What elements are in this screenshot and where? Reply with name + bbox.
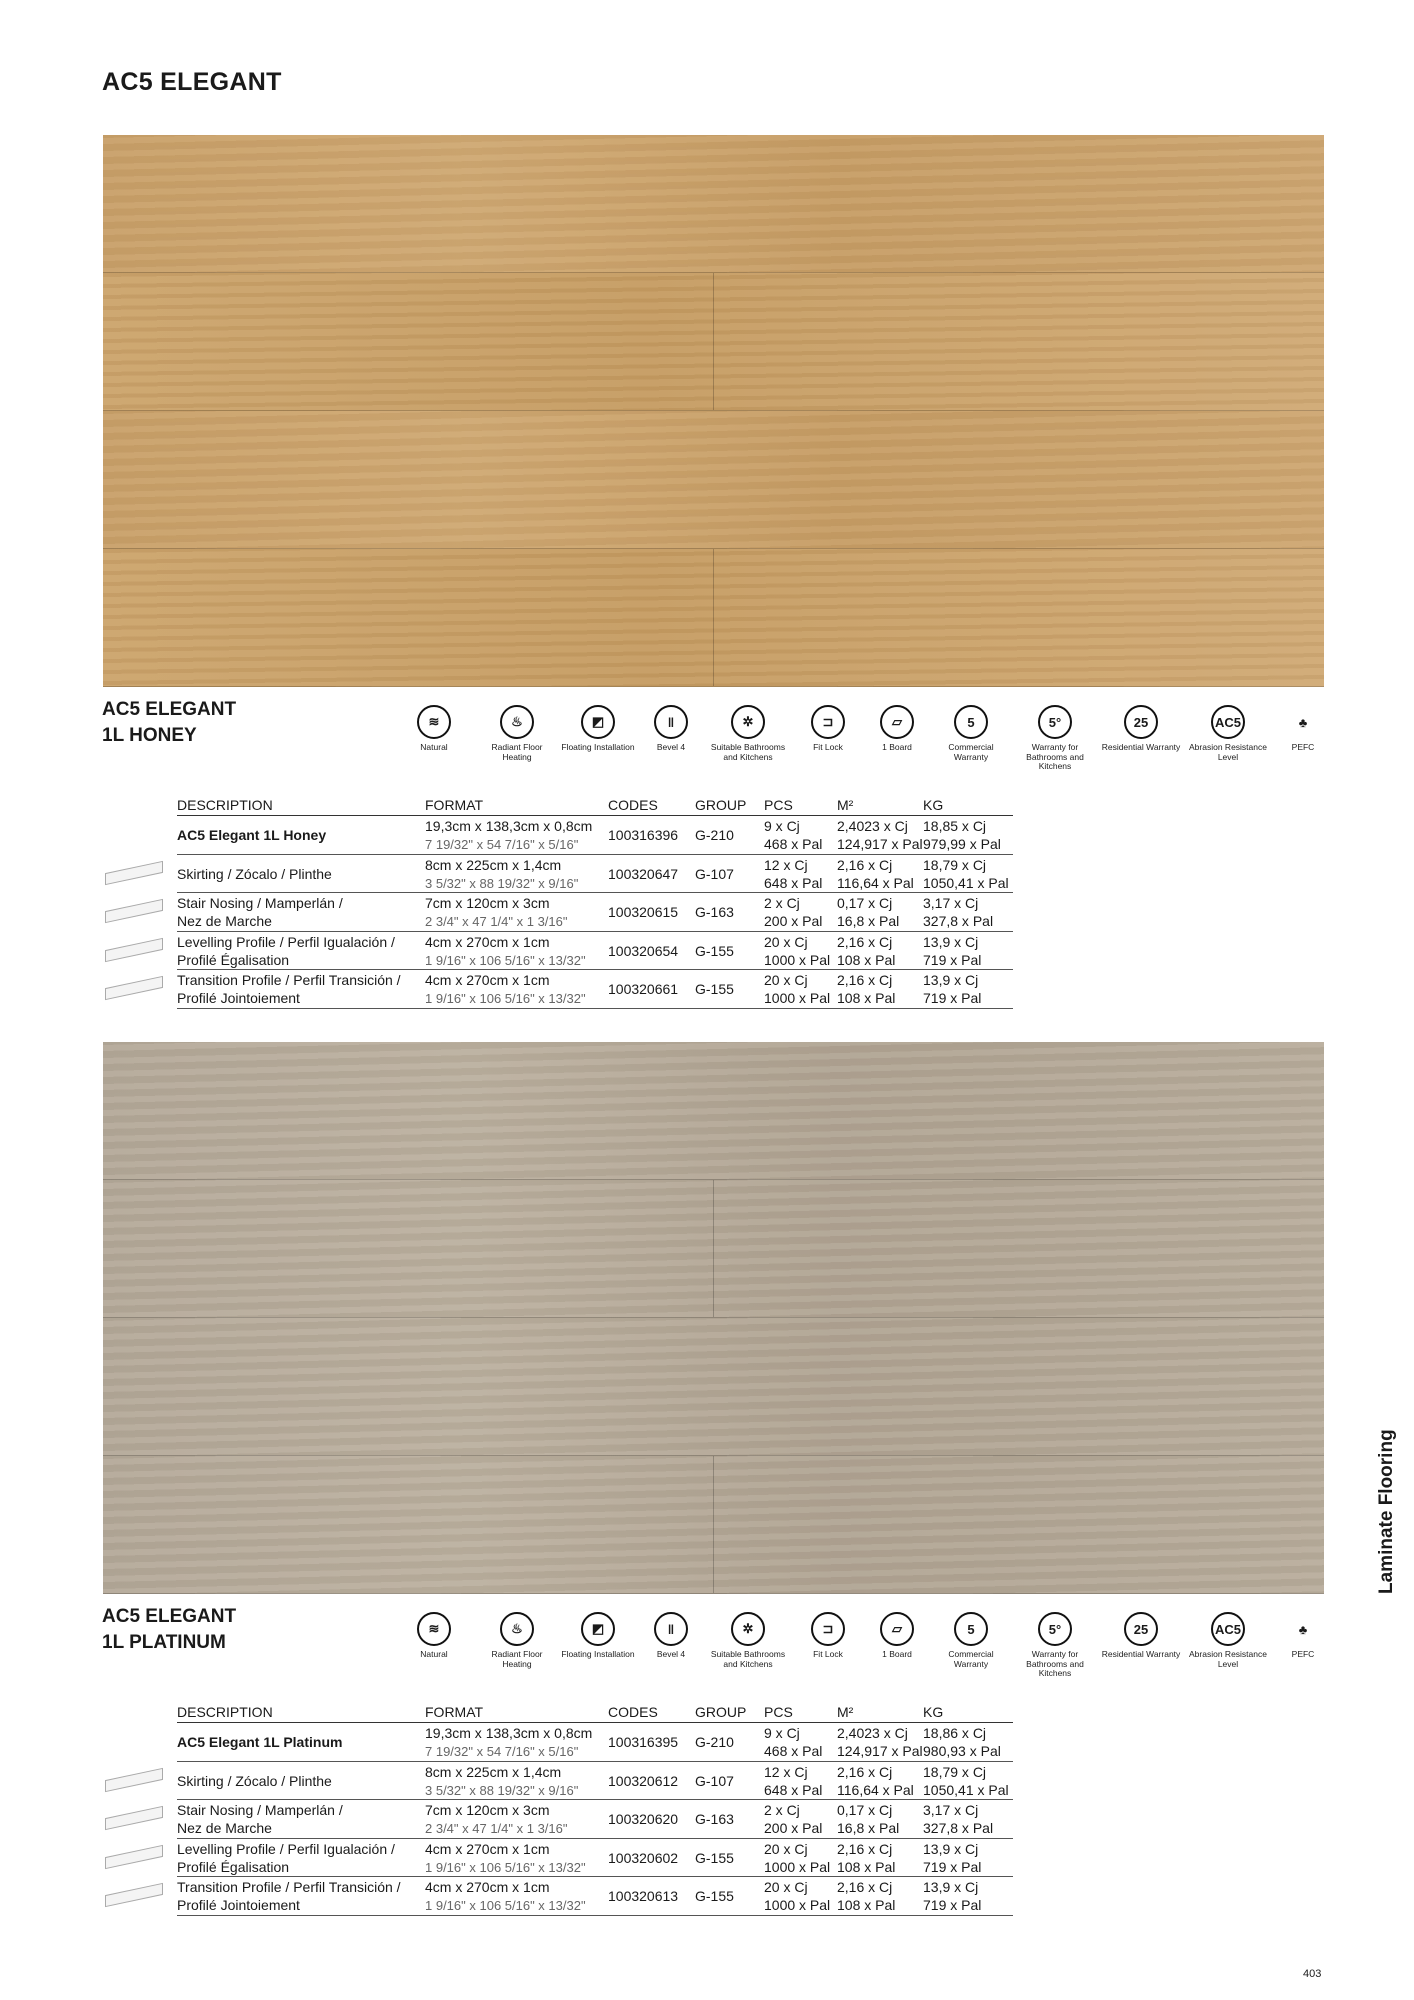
column-header-m2: M² (837, 797, 854, 813)
m2-per-pallet: 16,8 x Pal (837, 1820, 900, 1836)
pefc-logo-feature (1263, 1612, 1343, 1660)
kg-per-box: 18,79 x Cj (923, 1763, 987, 1780)
residential-warranty-feature (1101, 1612, 1181, 1660)
m2-per-pallet: 124,917 x Pal (837, 1743, 923, 1759)
kg-per-box: 13,9 x Cj (923, 933, 979, 950)
kg-per-pallet: 719 x Pal (923, 951, 982, 968)
column-header-description: DESCRIPTION (177, 1704, 273, 1720)
kg-per-pallet: 719 x Pal (923, 990, 982, 1006)
column-header-kg: KG (923, 797, 944, 813)
format-imperial: 1 9/16" x 106 5/16" x 13/32" (425, 952, 586, 968)
m2-per-box: 0,17 x Cj (837, 1802, 893, 1818)
profile-thumbnail (105, 937, 163, 961)
format-imperial: 3 5/32" x 88 19/32" x 9/16" (425, 875, 579, 891)
fit-lock-feature (788, 1612, 868, 1660)
column-header-format: FORMAT (425, 1704, 484, 1720)
kg-per-box: 13,9 x Cj (923, 972, 979, 988)
description-cell: Stair Nosing / Mamperlán / (177, 895, 343, 911)
feature-label: Abrasion Resistance Level (1189, 742, 1267, 762)
one-board-feature (857, 1612, 937, 1660)
code-cell: 100320620 (608, 1811, 679, 1827)
honey-floor-image (103, 135, 1324, 688)
group-cell: G-155 (695, 942, 734, 959)
one-board-icon: ▱ (880, 705, 914, 739)
pcs-per-box: 20 x Cj (764, 1879, 808, 1895)
format-metric: 4cm x 270cm x 1cm (425, 933, 550, 950)
commercial-warranty-feature (931, 1612, 1011, 1669)
column-header-kg: KG (923, 1704, 944, 1720)
format-imperial: 2 3/4" x 47 1/4" x 1 3/16" (425, 1821, 568, 1836)
kg-per-pallet: 979,99 x Pal (923, 836, 1001, 852)
product-table-platinum (177, 1703, 1013, 1916)
section-title-line: AC5 ELEGANT (102, 699, 237, 720)
column-header-pcs: PCS (764, 797, 793, 813)
section-subtitle: 1L HONEY (102, 725, 197, 746)
floating-installation-icon: ◩ (581, 1612, 615, 1646)
bathroom-warranty-feature (1015, 705, 1095, 772)
table-header (177, 796, 1013, 816)
bathrooms-kitchens-feature (708, 705, 788, 762)
code-cell: 100316395 (608, 1734, 679, 1750)
pcs-per-box: 2 x Cj (764, 1802, 800, 1818)
kg-per-box: 13,9 x Cj (923, 1840, 979, 1857)
feature-label: Abrasion Resistance Level (1189, 1649, 1267, 1669)
code-cell: 100320615 (608, 904, 679, 920)
product-table-honey (177, 796, 1013, 1009)
residential-warranty-icon: 25 (1124, 705, 1158, 739)
pcs-per-pallet: 468 x Pal (764, 1743, 823, 1759)
m2-per-box: 2,16 x Cj (837, 1840, 893, 1857)
bevel-feature (631, 1612, 711, 1660)
side-category-label: Laminate Flooring (1376, 1429, 1397, 1594)
page-number: 403 (1303, 1968, 1322, 1980)
profile-thumbnail (105, 860, 163, 884)
column-header-pcs: PCS (764, 1704, 793, 1720)
description-cell-line2: Profilé Égalisation (177, 1858, 290, 1875)
table-row (177, 932, 1013, 971)
kg-per-box: 3,17 x Cj (923, 1802, 979, 1818)
profile-thumbnail (105, 1883, 163, 1907)
description-cell: Transition Profile / Perfil Transición / (177, 1879, 401, 1895)
radiant-floor-heating-feature (477, 1612, 557, 1669)
feature-label: Floating Installation (561, 1649, 635, 1659)
kg-per-pallet: 327,8 x Pal (923, 1820, 994, 1836)
fit-lock-icon: ⊐ (811, 705, 845, 739)
code-cell: 100320602 (608, 1849, 679, 1866)
column-header-m2: M² (837, 1704, 854, 1720)
pcs-per-box: 20 x Cj (764, 1840, 808, 1857)
table-row (177, 1839, 1013, 1878)
pefc-logo-icon: ♣ (1298, 1621, 1308, 1637)
feature-icons-honey (0, 705, 1414, 785)
pcs-per-box: 20 x Cj (764, 972, 808, 988)
kg-per-pallet: 980,93 x Pal (923, 1743, 1001, 1759)
description-cell-line2: Profilé Égalisation (177, 951, 290, 968)
floating-installation-icon: ◩ (581, 705, 615, 739)
format-metric: 19,3cm x 138,3cm x 0,8cm (425, 818, 593, 834)
format-metric: 4cm x 270cm x 1cm (425, 1879, 550, 1895)
code-cell: 100320612 (608, 1772, 679, 1789)
description-cell: Levelling Profile / Perfil Igualación / (177, 1840, 395, 1857)
group-cell: G-155 (695, 1849, 734, 1866)
description-cell-line2: Nez de Marche (177, 913, 272, 929)
m2-per-box: 2,16 x Cj (837, 933, 893, 950)
kg-per-pallet: 327,8 x Pal (923, 913, 994, 929)
format-metric: 8cm x 225cm x 1,4cm (425, 1763, 562, 1780)
table-row (177, 1723, 1013, 1762)
profile-thumbnail (105, 1806, 163, 1830)
floating-installation-feature (558, 705, 638, 753)
format-imperial: 1 9/16" x 106 5/16" x 13/32" (425, 991, 586, 1006)
kg-per-box: 18,85 x Cj (923, 818, 987, 834)
feature-label: Radiant Floor Heating (491, 742, 543, 762)
bevel-feature (631, 705, 711, 753)
code-cell: 100320661 (608, 981, 679, 997)
table-row (177, 970, 1013, 1009)
group-cell: G-107 (695, 1772, 734, 1789)
column-header-group: GROUP (695, 1704, 747, 1720)
feature-label: Residential Warranty (1101, 1649, 1181, 1659)
format-imperial: 1 9/16" x 106 5/16" x 13/32" (425, 1898, 586, 1913)
format-imperial: 3 5/32" x 88 19/32" x 9/16" (425, 1782, 579, 1798)
profile-thumbnail (105, 899, 163, 923)
column-header-description: DESCRIPTION (177, 797, 273, 813)
group-cell: G-107 (695, 865, 734, 882)
pcs-per-pallet: 200 x Pal (764, 913, 823, 929)
code-cell: 100320613 (608, 1888, 679, 1904)
feature-label: Radiant Floor Heating (491, 1649, 543, 1669)
pcs-per-box: 9 x Cj (764, 818, 800, 834)
description-cell-line2: Profilé Jointoiement (177, 990, 300, 1006)
bathroom-warranty-icon: 5° (1038, 1612, 1072, 1646)
format-metric: 7cm x 120cm x 3cm (425, 1802, 550, 1818)
pcs-per-pallet: 1000 x Pal (764, 990, 831, 1006)
m2-per-box: 0,17 x Cj (837, 895, 893, 911)
feature-label: PEFC (1291, 1649, 1315, 1659)
profile-thumbnail (105, 976, 163, 1000)
format-metric: 8cm x 225cm x 1,4cm (425, 856, 562, 873)
feature-label: Commercial Warranty (948, 742, 994, 762)
m2-per-pallet: 16,8 x Pal (837, 913, 900, 929)
kg-per-box: 18,79 x Cj (923, 856, 987, 873)
m2-per-pallet: 124,917 x Pal (837, 836, 923, 852)
m2-per-box: 2,4023 x Cj (837, 818, 908, 834)
bathrooms-kitchens-icon: ✲ (731, 705, 765, 739)
feature-label: Suitable Bathrooms and Kitchens (710, 742, 786, 762)
m2-per-box: 2,16 x Cj (837, 1879, 893, 1895)
format-metric: 4cm x 270cm x 1cm (425, 1840, 550, 1857)
group-cell: G-210 (695, 1734, 734, 1750)
bathrooms-kitchens-feature (708, 1612, 788, 1669)
table-row (177, 893, 1013, 932)
feature-label: Bevel 4 (656, 1649, 686, 1659)
pcs-per-pallet: 648 x Pal (764, 1781, 823, 1798)
pcs-per-pallet: 1000 x Pal (764, 951, 831, 968)
abrasion-level-icon: AC5 (1211, 1612, 1245, 1646)
feature-label: Floating Installation (561, 742, 635, 752)
format-imperial: 2 3/4" x 47 1/4" x 1 3/16" (425, 914, 568, 929)
description-cell-line2: Nez de Marche (177, 1820, 272, 1836)
fit-lock-feature (788, 705, 868, 753)
floating-installation-feature (558, 1612, 638, 1660)
format-imperial: 7 19/32" x 54 7/16" x 5/16" (425, 837, 579, 852)
feature-label: Warranty for Bathrooms and Kitchens (1026, 1649, 1084, 1678)
group-cell: G-163 (695, 1811, 734, 1827)
bathroom-warranty-feature (1015, 1612, 1095, 1679)
feature-label: PEFC (1291, 742, 1315, 752)
pcs-per-box: 9 x Cj (764, 1725, 800, 1741)
format-imperial: 7 19/32" x 54 7/16" x 5/16" (425, 1744, 579, 1759)
column-header-format: FORMAT (425, 797, 484, 813)
format-metric: 4cm x 270cm x 1cm (425, 972, 550, 988)
feature-label: Suitable Bathrooms and Kitchens (710, 1649, 786, 1669)
code-cell: 100316396 (608, 827, 679, 843)
table-row (177, 1877, 1013, 1916)
description-cell: AC5 Elegant 1L Platinum (177, 1734, 343, 1750)
kg-per-pallet: 1050,41 x Pal (923, 1781, 1009, 1798)
kg-per-pallet: 719 x Pal (923, 1858, 982, 1875)
m2-per-box: 2,16 x Cj (837, 1763, 893, 1780)
commercial-warranty-icon: 5 (954, 1612, 988, 1646)
feature-label: 1 Board (882, 1649, 912, 1659)
pcs-per-box: 12 x Cj (764, 856, 808, 873)
code-cell: 100320647 (608, 865, 679, 882)
column-header-codes: CODES (608, 797, 658, 813)
table-row (177, 816, 1013, 855)
description-cell: Stair Nosing / Mamperlán / (177, 1802, 343, 1818)
natural-icon: ≋ (417, 705, 451, 739)
pcs-per-pallet: 200 x Pal (764, 1820, 823, 1836)
description-cell: Skirting / Zócalo / Plinthe (177, 1772, 332, 1789)
feature-label: Natural (420, 1649, 448, 1659)
table-row (177, 1800, 1013, 1839)
pcs-per-pallet: 1000 x Pal (764, 1897, 831, 1913)
feature-label: Warranty for Bathrooms and Kitchens (1026, 742, 1084, 771)
abrasion-level-feature (1188, 1612, 1268, 1669)
profile-thumbnail (105, 1767, 163, 1791)
table-header (177, 1703, 1013, 1723)
residential-warranty-icon: 25 (1124, 1612, 1158, 1646)
residential-warranty-feature (1101, 705, 1181, 753)
commercial-warranty-icon: 5 (954, 705, 988, 739)
kg-per-pallet: 719 x Pal (923, 1897, 982, 1913)
pcs-per-pallet: 1000 x Pal (764, 1858, 831, 1875)
feature-label: Fit Lock (813, 1649, 843, 1659)
fit-lock-icon: ⊐ (811, 1612, 845, 1646)
group-cell: G-155 (695, 1888, 734, 1904)
one-board-icon: ▱ (880, 1612, 914, 1646)
format-metric: 19,3cm x 138,3cm x 0,8cm (425, 1725, 593, 1741)
format-imperial: 1 9/16" x 106 5/16" x 13/32" (425, 1859, 586, 1875)
pcs-per-pallet: 648 x Pal (764, 874, 823, 891)
kg-per-box: 18,86 x Cj (923, 1725, 987, 1741)
bevel-icon: ‖ (654, 1612, 688, 1646)
pcs-per-box: 20 x Cj (764, 933, 808, 950)
table-row (177, 855, 1013, 894)
kg-per-box: 13,9 x Cj (923, 1879, 979, 1895)
section-title-line: AC5 ELEGANT (102, 1606, 237, 1627)
m2-per-box: 2,16 x Cj (837, 856, 893, 873)
m2-per-pallet: 116,64 x Pal (837, 874, 914, 891)
platinum-floor-image (103, 1042, 1324, 1595)
feature-label: Bevel 4 (656, 742, 686, 752)
feature-label: Natural (420, 742, 448, 752)
m2-per-pallet: 116,64 x Pal (837, 1781, 914, 1798)
description-cell: Transition Profile / Perfil Transición / (177, 972, 401, 988)
column-header-codes: CODES (608, 1704, 658, 1720)
feature-icons-platinum (0, 1612, 1414, 1692)
radiant-floor-heating-icon: ♨ (500, 705, 534, 739)
m2-per-pallet: 108 x Pal (837, 1858, 896, 1875)
commercial-warranty-feature (931, 705, 1011, 762)
pcs-per-box: 2 x Cj (764, 895, 800, 911)
one-board-feature (857, 705, 937, 753)
m2-per-box: 2,4023 x Cj (837, 1725, 908, 1741)
kg-per-box: 3,17 x Cj (923, 895, 979, 911)
m2-per-box: 2,16 x Cj (837, 972, 893, 988)
radiant-floor-heating-feature (477, 705, 557, 762)
table-row (177, 1762, 1013, 1801)
abrasion-level-feature (1188, 705, 1268, 762)
m2-per-pallet: 108 x Pal (837, 951, 896, 968)
description-cell: AC5 Elegant 1L Honey (177, 827, 327, 843)
code-cell: 100320654 (608, 942, 679, 959)
natural-feature (394, 705, 474, 753)
pefc-logo-feature (1263, 705, 1343, 753)
bevel-icon: ‖ (654, 705, 688, 739)
description-cell: Levelling Profile / Perfil Igualación / (177, 933, 395, 950)
description-cell-line2: Profilé Jointoiement (177, 1897, 300, 1913)
pcs-per-pallet: 468 x Pal (764, 836, 823, 852)
section-subtitle: 1L PLATINUM (102, 1632, 226, 1653)
feature-label: 1 Board (882, 742, 912, 752)
bathroom-warranty-icon: 5° (1038, 705, 1072, 739)
m2-per-pallet: 108 x Pal (837, 990, 896, 1006)
format-metric: 7cm x 120cm x 3cm (425, 895, 550, 911)
group-cell: G-210 (695, 827, 734, 843)
pcs-per-box: 12 x Cj (764, 1763, 808, 1780)
description-cell: Skirting / Zócalo / Plinthe (177, 865, 332, 882)
m2-per-pallet: 108 x Pal (837, 1897, 896, 1913)
pefc-logo-icon: ♣ (1298, 714, 1308, 730)
profile-thumbnail (105, 1844, 163, 1868)
natural-icon: ≋ (417, 1612, 451, 1646)
feature-label: Commercial Warranty (948, 1649, 994, 1669)
abrasion-level-icon: AC5 (1211, 705, 1245, 739)
kg-per-pallet: 1050,41 x Pal (923, 874, 1009, 891)
feature-label: Residential Warranty (1101, 742, 1181, 752)
radiant-floor-heating-icon: ♨ (500, 1612, 534, 1646)
page-title: AC5 ELEGANT (102, 68, 282, 96)
natural-feature (394, 1612, 474, 1660)
bathrooms-kitchens-icon: ✲ (731, 1612, 765, 1646)
group-cell: G-155 (695, 981, 734, 997)
group-cell: G-163 (695, 904, 734, 920)
feature-label: Fit Lock (813, 742, 843, 752)
column-header-group: GROUP (695, 797, 747, 813)
